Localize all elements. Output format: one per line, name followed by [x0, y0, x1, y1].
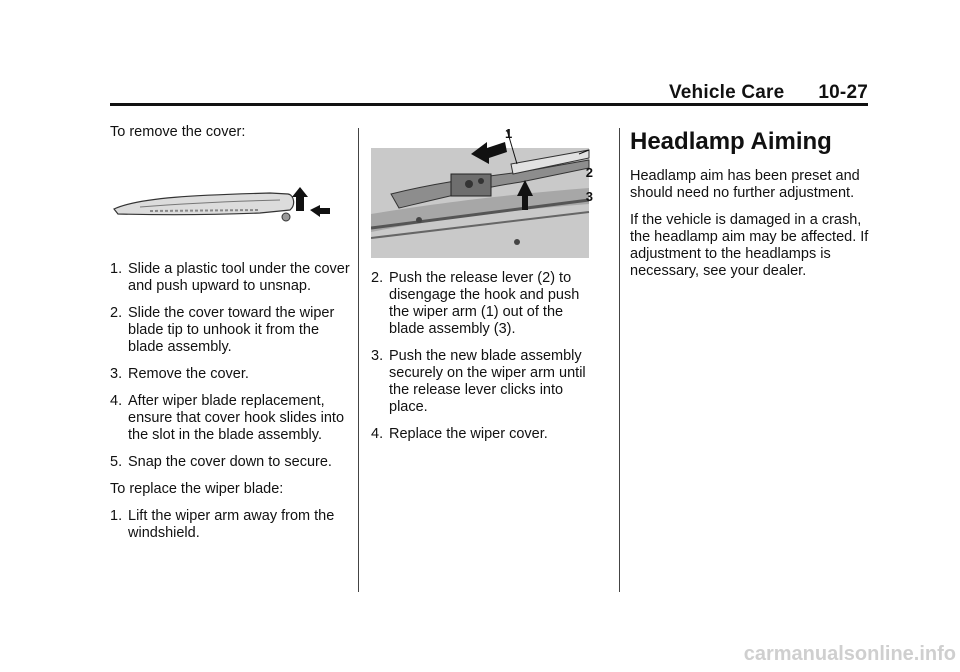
paragraph: Headlamp aim has been preset and should need no further adjustment. — [630, 168, 860, 201]
paragraph: If the vehicle is damaged in a crash, the headlamp aim may be affected. If adjustment to the headlamps is necessary, see your dealer. — [630, 212, 869, 279]
intro-text-2: To replace the wiper blade: — [110, 481, 284, 497]
column-divider — [358, 128, 359, 592]
list-item: 3. Remove the cover. — [110, 366, 249, 382]
watermark: carmanualsonline.info — [743, 643, 956, 665]
replace-blade-steps-cont — [371, 270, 601, 443]
column-3 — [630, 124, 870, 290]
page-header — [669, 82, 868, 104]
list-item: 1. Lift the wiper arm away from the windshield. — [110, 508, 335, 541]
header-rule — [110, 103, 868, 106]
intro-text: To remove the cover: — [110, 124, 246, 140]
callout-3: 3 — [585, 189, 593, 204]
wiper-arm-illustration — [371, 124, 601, 260]
page-number: 10-27 — [818, 82, 868, 103]
replace-blade-steps — [110, 508, 350, 542]
section-title: Vehicle Care — [668, 82, 785, 103]
list-item: 2. Push the release lever (2) to disengage the hook and push the wiper arm (1) out of the blade assembly (3). — [371, 270, 580, 337]
column-2 — [371, 124, 601, 453]
list-item: 1. Slide a plastic tool under the cover and push upward to unsnap. — [110, 261, 350, 294]
list-item: 4. After wiper blade replacement, ensure that cover hook slides into the slot in the blade assembly. — [110, 393, 345, 443]
wiper-cover-illustration — [110, 183, 332, 231]
list-item: 4. Replace the wiper cover. — [371, 426, 548, 442]
list-item: 3. Push the new blade assembly securely on the wiper arm until the release lever clicks into place. — [371, 348, 586, 415]
section-heading: Headlamp Aiming — [630, 128, 832, 155]
remove-cover-steps — [110, 261, 350, 471]
list-item: 5. Snap the cover down to secure. — [110, 454, 332, 470]
list-item: 2. Slide the cover toward the wiper blade tip to unhook it from the blade assembly. — [110, 305, 335, 355]
callout-1: 1 — [505, 126, 513, 141]
callout-2: 2 — [585, 165, 593, 180]
column-divider — [619, 128, 620, 592]
column-1 — [110, 124, 350, 552]
